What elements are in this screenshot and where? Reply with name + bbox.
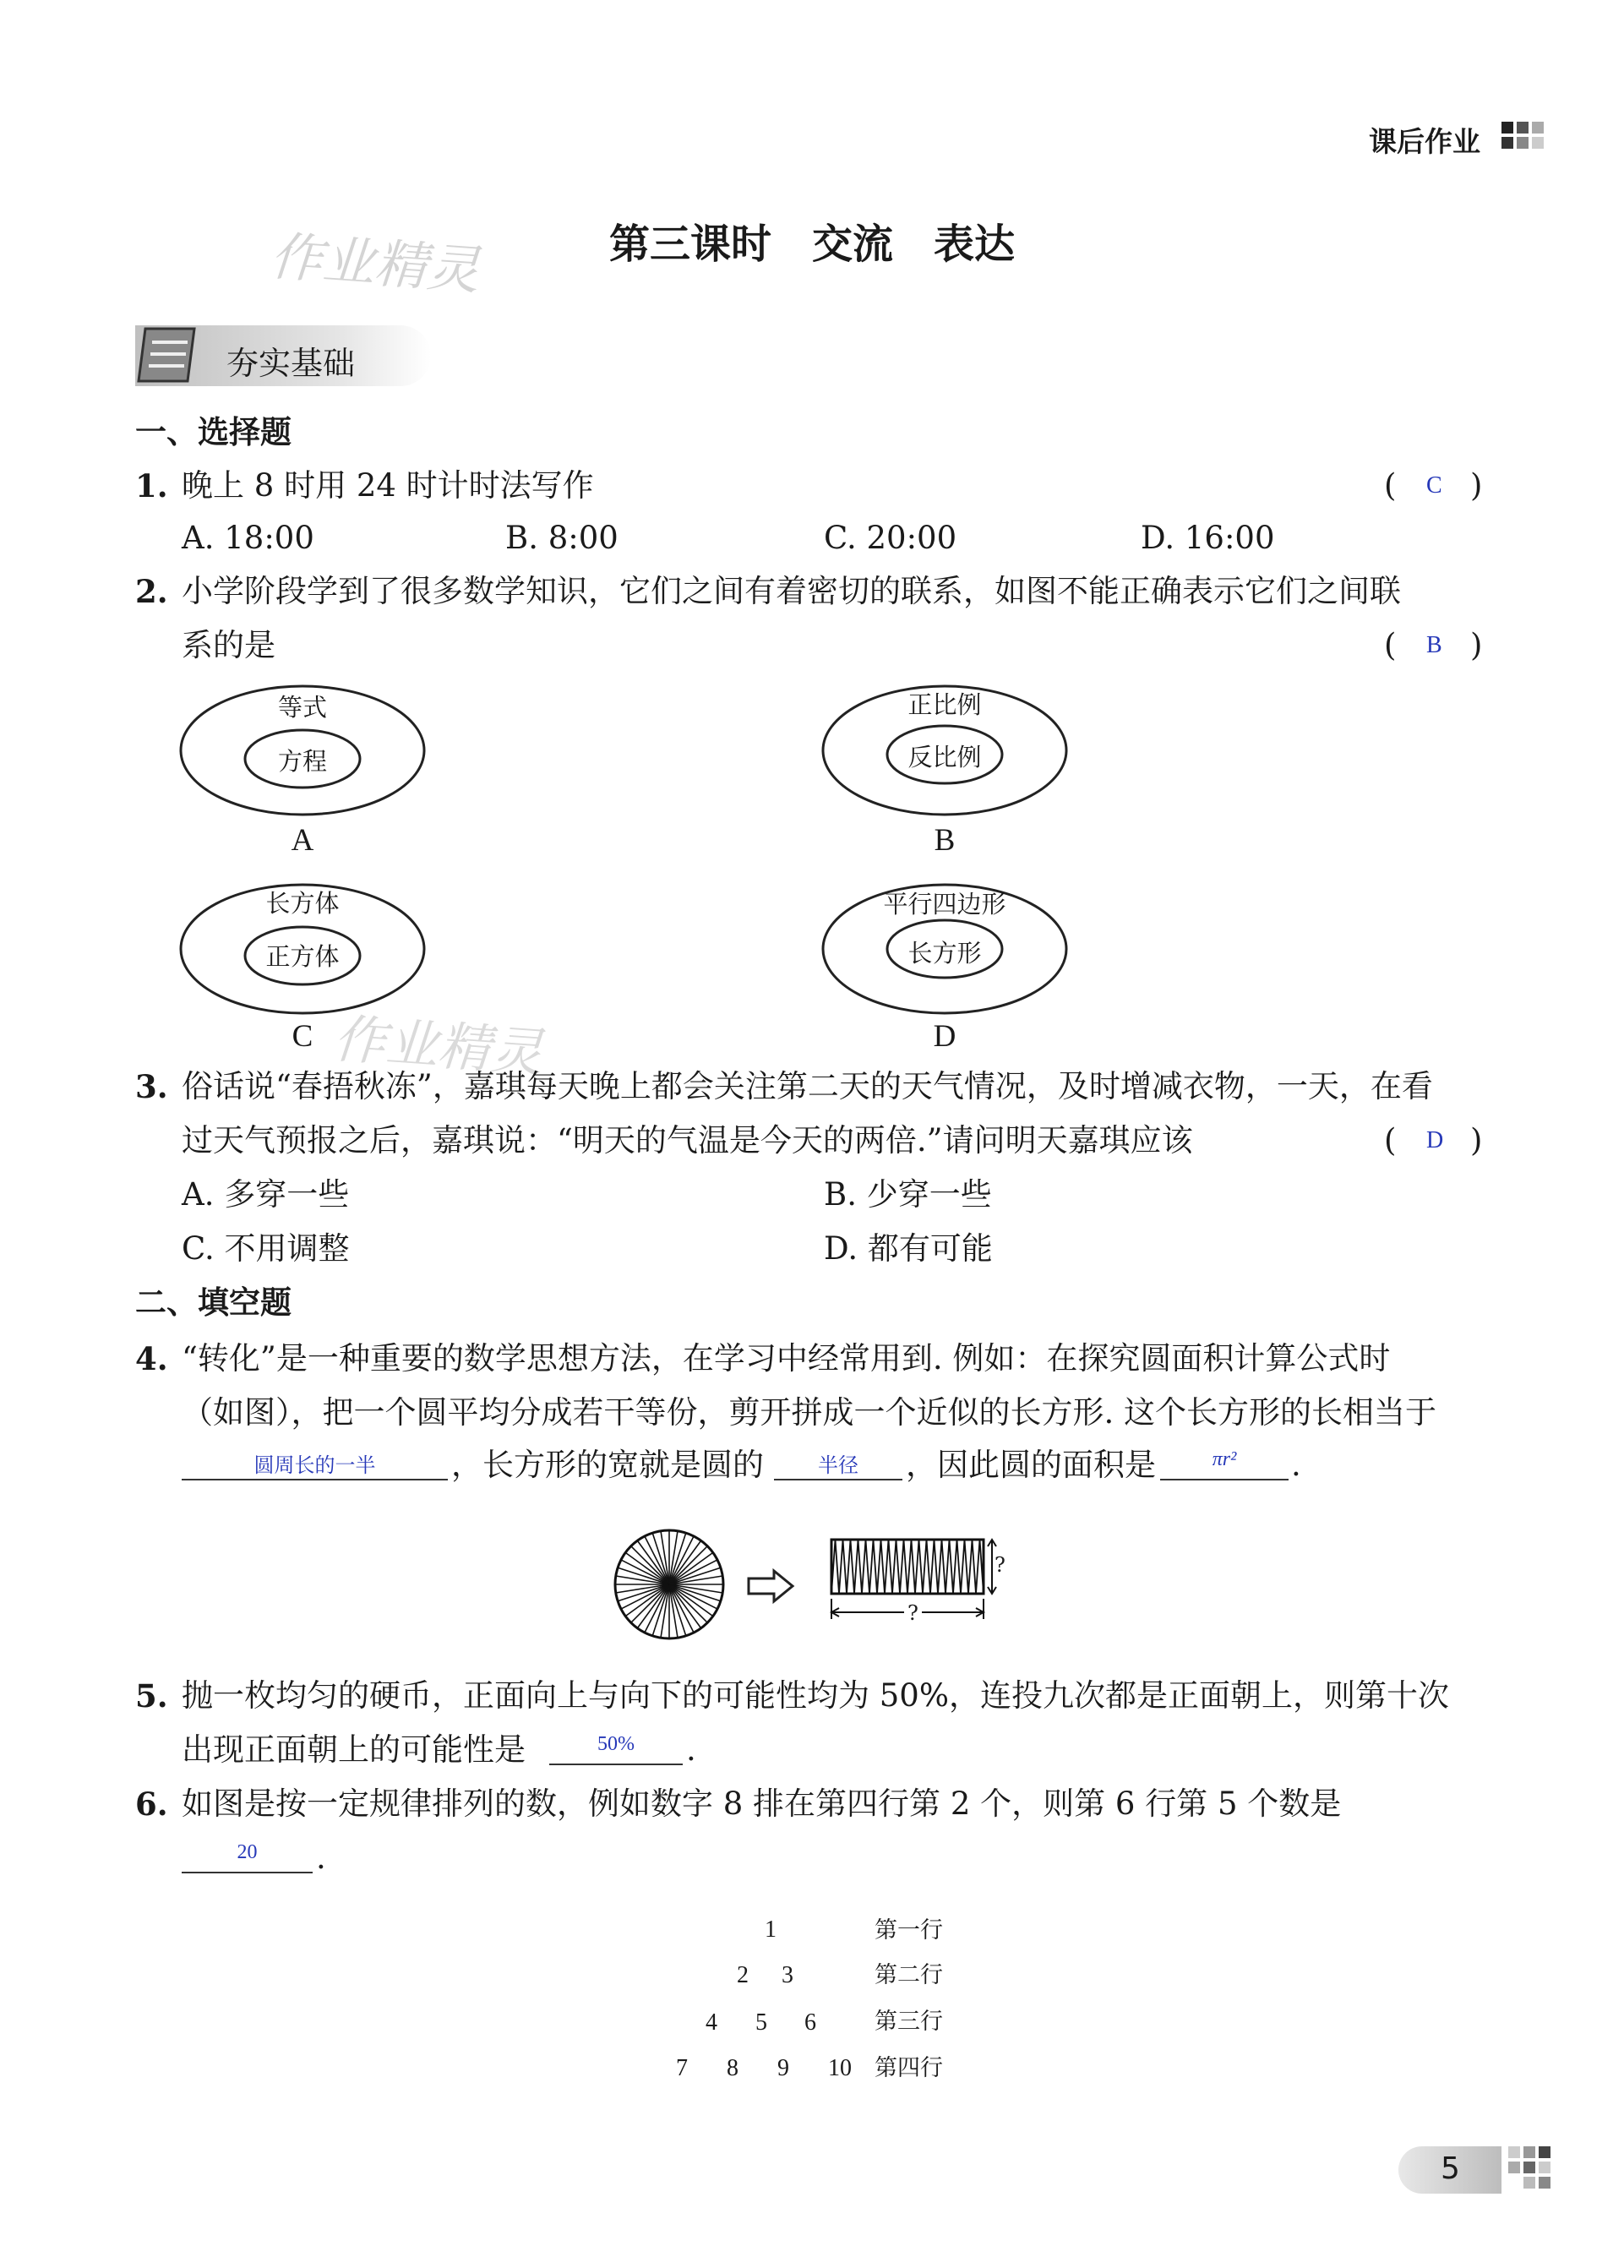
inner-label: 长方形 xyxy=(907,939,982,968)
triangle-number: 2 xyxy=(737,1962,749,1988)
answer: C xyxy=(1426,472,1442,499)
question-text: 晚上 8 时用 24 时计时法写作 xyxy=(182,467,594,504)
number-triangle xyxy=(642,1901,963,2096)
inner-label: 正方体 xyxy=(265,942,340,971)
triangle-number: 3 xyxy=(782,1962,793,1988)
page-number-tab xyxy=(1398,2146,1501,2194)
question-number: 4. xyxy=(135,1340,168,1377)
diagram-letter: C xyxy=(292,1019,313,1054)
page-header xyxy=(1369,120,1480,160)
triangle-number: 7 xyxy=(676,2055,688,2081)
option: C. 不用调整 xyxy=(182,1230,350,1267)
option: C. 20:00 xyxy=(824,520,957,556)
question-number: 5. xyxy=(135,1677,168,1715)
triangle-number: 5 xyxy=(755,2009,767,2036)
answer: 50% xyxy=(597,1733,635,1755)
option: D. 16:00 xyxy=(1141,520,1275,556)
answer-blank xyxy=(182,1447,448,1480)
triangle-number: 1 xyxy=(765,1916,777,1943)
answer: B xyxy=(1426,632,1442,658)
rectangle-figure xyxy=(828,1536,1016,1631)
question-text: 系的是 xyxy=(182,627,275,663)
option: B. 8:00 xyxy=(505,520,619,556)
outer-label: 正比例 xyxy=(907,690,982,719)
answer-blank xyxy=(182,1840,313,1873)
answer: 半径 xyxy=(818,1453,858,1477)
row-label: 第三行 xyxy=(875,2009,943,2035)
inner-label: 反比例 xyxy=(907,743,982,771)
triangle-number: 9 xyxy=(777,2055,789,2081)
answer: 圆周长的一半 xyxy=(253,1453,376,1477)
height-label: ? xyxy=(995,1553,1005,1577)
question-text: . xyxy=(686,1731,696,1768)
question-text: （如图），把一个圆平均分成若干等份，剪开拼成一个近似的长方形. 这个长方形的长相当于 xyxy=(182,1394,1437,1431)
question-text: 过天气预报之后，嘉琪说：“明天的气温是今天的两倍.”请问明天嘉琪应该 xyxy=(182,1122,1193,1159)
watermark: 作业精灵 xyxy=(331,1007,545,1084)
question-number: 6. xyxy=(135,1786,168,1823)
arrow-right-icon xyxy=(745,1567,798,1605)
footer-squares-icon xyxy=(1508,2146,1556,2194)
circle-sectors-figure xyxy=(610,1525,728,1644)
question-text: 俗话说“春捂秋冻”，嘉琪每天晚上都会关注第二天的天气情况，及时增减衣物，一天，在看 xyxy=(182,1068,1433,1104)
question-number: 1. xyxy=(135,467,168,504)
watermark: 作业精灵 xyxy=(268,225,482,302)
question-text: “转化”是一种重要的数学思想方法，在学习中经常用到. 例如：在探究圆面积计算公式时 xyxy=(182,1340,1391,1377)
triangle-number: 8 xyxy=(727,2055,738,2081)
outer-label: 平行四边形 xyxy=(883,890,1006,919)
option: A. 18:00 xyxy=(182,520,314,556)
question-text: . xyxy=(1291,1447,1301,1483)
width-label: ? xyxy=(904,1601,922,1625)
row-label: 第一行 xyxy=(875,1917,943,1944)
row-label: 第二行 xyxy=(875,1962,943,1988)
header-squares-icon xyxy=(1501,122,1549,152)
outer-label: 长方体 xyxy=(265,889,340,918)
option: D. 都有可能 xyxy=(824,1230,993,1267)
diagram-letter: B xyxy=(934,823,956,858)
answer: 20 xyxy=(237,1841,258,1863)
diagram-letter: A xyxy=(291,823,314,858)
section-heading: 一、选择题 xyxy=(135,414,292,450)
question-text: 出现正面朝上的可能性是 xyxy=(182,1731,526,1768)
option: A. 多穿一些 xyxy=(182,1176,350,1213)
triangle-number: 4 xyxy=(706,2009,717,2036)
option: B. 少穿一些 xyxy=(824,1176,992,1213)
question-text: ，长方形的宽就是圆的 xyxy=(451,1447,764,1483)
page-number: 5 xyxy=(1441,2151,1460,2186)
triangle-number: 6 xyxy=(804,2009,816,2036)
answer: πr² xyxy=(1212,1448,1237,1470)
answer-blank xyxy=(1160,1447,1289,1480)
question-text: 小学阶段学到了很多数学知识，它们之间有着密切的联系，如图不能正确表示它们之间联 xyxy=(182,573,1401,609)
section-banner xyxy=(135,325,431,386)
answer-blank xyxy=(774,1447,902,1480)
answer: D xyxy=(1426,1127,1444,1153)
banner-label: 夯实基础 xyxy=(226,345,356,382)
outer-label: 等式 xyxy=(277,693,327,722)
inner-label: 方程 xyxy=(277,747,327,776)
triangle-number: 10 xyxy=(828,2055,852,2081)
question-text: ，因此圆的面积是 xyxy=(906,1447,1156,1483)
page-title: 第三课时 交流 表达 xyxy=(608,221,1015,268)
section-heading: 二、填空题 xyxy=(135,1284,292,1321)
question-text: . xyxy=(316,1840,326,1876)
question-number: 3. xyxy=(135,1068,168,1105)
row-label: 第四行 xyxy=(875,2055,943,2081)
diagram-letter: D xyxy=(933,1019,956,1054)
answer-blank xyxy=(549,1731,683,1765)
question-text: 抛一枚均匀的硬币，正面向上与向下的可能性均为 50%，连投九次都是正面朝上，则第十次 xyxy=(182,1677,1449,1714)
question-text: 如图是按一定规律排列的数，例如数字 8 排在第四行第 2 个，则第 6 行第 5 个数是 xyxy=(182,1786,1342,1822)
notebook-icon xyxy=(135,322,203,386)
question-number: 2. xyxy=(135,573,168,610)
header-label: 课后作业 xyxy=(1369,125,1480,158)
